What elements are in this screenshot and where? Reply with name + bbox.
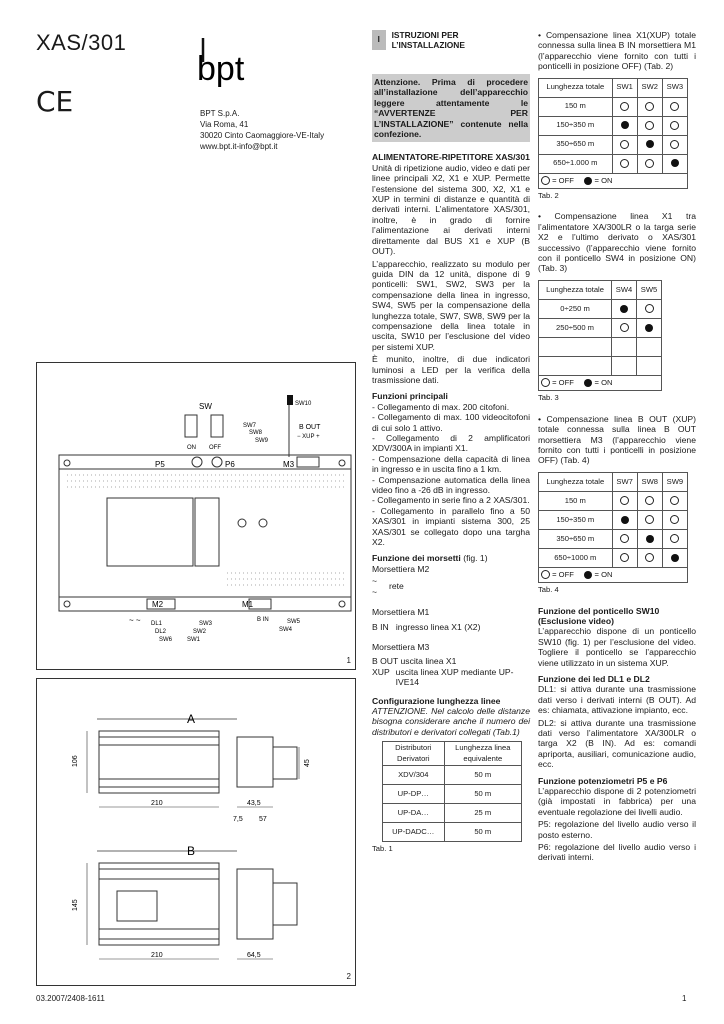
switch-cell xyxy=(662,135,687,154)
off-icon xyxy=(620,323,629,332)
on-icon xyxy=(621,516,629,524)
label-dl1: DL1 xyxy=(151,621,163,627)
table-row xyxy=(539,356,662,375)
off-label: = OFF xyxy=(552,175,574,185)
dim-145: 145 xyxy=(72,899,79,911)
x1-text: • Compensazione linea X1 tra l’alimentatore XA/300LR o la targa serie X2 e l’ultimo derivato o XAS/301 successivo (l’apparecchio viene fornito con il ponticello SW4 in posizione ON) (Tab. 3) xyxy=(538,211,696,274)
table-header: SW3 xyxy=(662,78,687,97)
funzioni-item: - Collegamento di 2 amplificatori XDV/300A in impianti X1. xyxy=(372,433,530,454)
table-3 xyxy=(538,280,696,391)
dl2-text: DL2: si attiva durante una trasmissione dati verso l’alimentatore XA/300LR o targa X2 (B IN). Ad es: comandi apriporta, ausiliari, comunicazione audio, ecc. xyxy=(538,717,696,770)
table-header: SW9 xyxy=(662,472,687,491)
length-cell: 150 m xyxy=(539,97,613,116)
bin-desc: ingresso linea X1 (X2) xyxy=(395,621,481,632)
on-label: = ON xyxy=(594,175,613,185)
tab1-cell: 50 m xyxy=(444,765,521,784)
figure-2 xyxy=(36,678,356,986)
off-icon xyxy=(645,496,654,505)
alim-p3: È munito, inoltre, di due indicatori luminosi a LED per la verifica della trasmissione dati. xyxy=(372,354,530,385)
funzioni-title: Funzioni principali xyxy=(372,391,448,402)
on-icon xyxy=(584,379,592,387)
off-icon xyxy=(670,102,679,111)
funzioni-item: - Collegamento in parallelo fino a 50 XAS/301 in impianti sistema 300, 25 XAS/301 se collegato dopo una targha X2. xyxy=(372,505,530,548)
off-icon xyxy=(620,159,629,168)
morsetti-fig: (fig. 1) xyxy=(463,553,488,564)
table-header: Lunghezza totale xyxy=(539,78,613,97)
table-header: SW1 xyxy=(612,78,637,97)
off-icon xyxy=(670,534,679,543)
table-row xyxy=(383,765,522,784)
xup-desc: uscita linea XUP mediante UP-IVE14 xyxy=(395,666,514,688)
label-m3: M3 xyxy=(283,460,295,469)
morsetti-title: Funzione dei morsetti xyxy=(372,553,461,564)
switch-cell xyxy=(637,318,662,337)
switch-cell xyxy=(662,510,687,529)
pot-text: L’apparecchio dispone di 2 potenziometri (già impostati in fabbrica) per una eventuale regolazione dei livelli audio. xyxy=(538,786,696,817)
label-b: B xyxy=(187,844,196,858)
table-row xyxy=(539,135,688,154)
footer-code: 03.2007/2408-1611 xyxy=(36,994,105,1003)
off-icon xyxy=(541,176,550,185)
length-cell xyxy=(539,356,612,375)
label-xup: − XUP + xyxy=(297,434,320,440)
switch-cell xyxy=(637,529,662,548)
switch-table xyxy=(538,78,688,174)
table-row xyxy=(383,784,522,803)
rete-label: rete xyxy=(389,581,404,592)
funzioni-item: - Collegamento in serie fino a 2 XAS/301. xyxy=(372,495,530,506)
label-bin: B IN xyxy=(257,617,269,623)
label-sw2: SW2 xyxy=(193,629,207,635)
off-label: = OFF xyxy=(552,377,574,387)
table-header: Lunghezza totale xyxy=(539,280,612,299)
off-icon xyxy=(620,102,629,111)
table-row xyxy=(383,822,522,841)
length-cell: 150÷350 m xyxy=(539,116,613,135)
address-line: 30020 Cinto Caomaggiore-VE-Italy xyxy=(200,131,325,140)
m2-label: Morsettiera M2 xyxy=(372,563,430,574)
company-address xyxy=(200,108,324,152)
on-label: = ON xyxy=(594,569,613,579)
warning-box: Attenzione. Prima di procedere all’installazione dell’apparecchio leggere attentamente le “AVVERTENZE PER L’INSTALLAZIONE” contenute nella confezione. xyxy=(372,74,530,142)
switch-cell xyxy=(612,510,637,529)
label-m2: M2 xyxy=(152,600,164,609)
switch-cell xyxy=(612,337,637,356)
switch-cell xyxy=(637,548,662,567)
label-off: OFF xyxy=(209,445,221,451)
table-row xyxy=(539,154,688,173)
section-title: ISTRUZIONI PER L’INSTALLAZIONE xyxy=(391,30,465,50)
on-icon xyxy=(646,140,654,148)
config-text: ATTENZIONE. Nel calcolo delle distanze bisogna considerare anche il numero dei distributori e derivatori collegati (Tab.1) xyxy=(372,705,530,737)
table-row xyxy=(539,491,688,510)
label-m1: M1 xyxy=(242,600,254,609)
switch-cell xyxy=(662,529,687,548)
m3-label: Morsettiera M3 xyxy=(372,641,430,652)
on-icon xyxy=(584,571,592,579)
table-row xyxy=(539,318,662,337)
table-header: SW4 xyxy=(612,280,637,299)
table-header: SW7 xyxy=(612,472,637,491)
m1-label: Morsettiera M1 xyxy=(372,607,430,618)
address-line: BPT S.p.A. xyxy=(200,109,240,118)
switch-cell xyxy=(662,548,687,567)
tab1-cell: UP-DP… xyxy=(383,784,445,803)
section-number: I xyxy=(372,30,386,50)
dl1-text: DL1: si attiva durante una trasmissione dati verso i derivati interni (B OUT). Ad es: chiamata, attivazione impianto, ecc. xyxy=(538,684,696,716)
off-icon xyxy=(645,304,654,313)
length-cell: 150 m xyxy=(539,491,613,510)
off-icon xyxy=(620,496,629,505)
label-sw5: SW5 xyxy=(287,619,301,625)
length-cell: 350÷650 m xyxy=(539,135,613,154)
on-icon xyxy=(671,159,679,167)
label-tilde: ~ ~ xyxy=(129,616,141,625)
dim-210-a: 210 xyxy=(151,800,163,807)
tab1-caption: Tab. 1 xyxy=(372,843,393,853)
switch-cell xyxy=(637,337,662,356)
table-row xyxy=(539,510,688,529)
off-icon xyxy=(670,515,679,524)
switch-cell xyxy=(637,116,662,135)
table-row xyxy=(539,529,688,548)
dim-43: 43,5 xyxy=(247,800,261,807)
table-row xyxy=(539,97,688,116)
label-p6: P6 xyxy=(225,460,235,469)
label-on: ON xyxy=(187,445,196,451)
figure-1 xyxy=(36,362,356,670)
ce-mark: CE xyxy=(36,85,74,118)
off-label: = OFF xyxy=(552,569,574,579)
bout-desc: uscita linea X1 xyxy=(400,656,457,667)
on-icon xyxy=(671,554,679,562)
off-icon xyxy=(541,570,550,579)
switch-cell xyxy=(637,154,662,173)
label-sw: SW xyxy=(199,402,212,411)
tab1-header: Lunghezza linea equivalente xyxy=(444,742,521,766)
off-icon xyxy=(645,553,654,562)
off-icon xyxy=(670,121,679,130)
dim-210-b: 210 xyxy=(151,952,163,959)
dim-64: 64,5 xyxy=(247,952,261,959)
label-bout: B OUT xyxy=(299,424,321,431)
switch-cell xyxy=(612,116,637,135)
switch-legend xyxy=(538,376,662,391)
switch-cell xyxy=(612,97,637,116)
logo-text: bpt xyxy=(197,50,245,88)
label-a: A xyxy=(187,712,196,726)
funzioni-item: - Collegamento di max. 100 videocitofoni di cui solo 1 attivo. xyxy=(372,412,530,433)
switch-legend xyxy=(538,174,688,189)
off-icon xyxy=(620,534,629,543)
funzioni-item: - Compensazione della capacità di linea in ingresso e in uscita fino a 1 km. xyxy=(372,453,530,475)
alim-p2: L’apparecchio, realizzato su modulo per guida DIN da 12 unità, dispone di 9 ponticelli: SW1, SW2, SW3 per la compensazione della linea in ingresso, SW4, SW5 per la compensazione della lunghezza totale, SW7, SW8, SW9 per la compensazione della linea totale in uscita, SW10 per l’esclusione del video per sistemi XUP. xyxy=(372,258,530,352)
on-icon xyxy=(620,305,628,313)
dim-45: 45 xyxy=(304,759,311,767)
switch-cell xyxy=(637,299,662,318)
bout-text: • Compensazione linea B OUT (XUP) totale connessa sulla linea B OUT morsettiera M3 (l’apparecchio viene fornito con tutti i ponticelli in posizione OFF) (Tab. 4) xyxy=(538,413,696,466)
switch-cell xyxy=(612,491,637,510)
switch-cell xyxy=(662,116,687,135)
figure-number: 1 xyxy=(346,656,351,665)
tab1-cell: XDV/304 xyxy=(383,765,445,784)
length-cell: 650÷1.000 m xyxy=(539,154,613,173)
length-cell: 350÷650 m xyxy=(539,529,613,548)
length-cell xyxy=(539,337,612,356)
xup-label: XUP xyxy=(372,666,390,677)
column-middle xyxy=(372,30,530,864)
off-icon xyxy=(620,140,629,149)
switch-cell xyxy=(612,318,637,337)
label-sw3: SW3 xyxy=(199,621,213,627)
bout-label: B OUT xyxy=(372,656,399,667)
p6-text: P6: regolazione del livello audio verso i derivati interni. xyxy=(538,842,696,863)
label-sw1: SW1 xyxy=(187,637,201,643)
config-title: Configurazione lunghezza linee xyxy=(372,695,501,706)
table-2 xyxy=(538,78,696,189)
off-icon xyxy=(670,496,679,505)
switch-cell xyxy=(637,510,662,529)
off-icon xyxy=(670,140,679,149)
switch-cell xyxy=(612,299,637,318)
switch-legend xyxy=(538,568,688,583)
led-title: Funzione dei led DL1 e DL2 xyxy=(538,673,650,684)
switch-cell xyxy=(612,548,637,567)
off-icon xyxy=(645,515,654,524)
figure-number: 2 xyxy=(346,972,351,981)
switch-cell xyxy=(662,491,687,510)
sw10-text: L’apparecchio dispone di un ponticello SW10 (fig. 1) per l’esclusione del video. Togliere il ponticello se l’apparecchio viene utilizzato in un sistema XUP. xyxy=(538,626,696,668)
on-label: = ON xyxy=(594,377,613,387)
tab1-cell: 50 m xyxy=(444,822,521,841)
switch-cell xyxy=(612,529,637,548)
label-sw7: SW7 xyxy=(243,423,257,429)
tab2-caption: Tab. 2 xyxy=(538,191,559,201)
alim-p1: Unità di ripetizione audio, video e dati per linee principali X2, X1 e XUP. Permette l’estensione del sistema 300, X2, X1 e XUP in termini di distanze e quantità di derivati interni. L’alimentatore XAS/301, inoltre, è in grado di fornire l’alimentazione ai derivati interni direttamente dal BUS X1 e XUP (B OUT). xyxy=(372,162,530,257)
dim-75: 7,5 xyxy=(233,816,243,823)
tab1-cell: UP-DA… xyxy=(383,803,445,822)
label-sw4: SW4 xyxy=(279,627,293,633)
label-dl2: DL2 xyxy=(155,629,167,635)
table-header: SW2 xyxy=(637,78,662,97)
tab1-cell: 25 m xyxy=(444,803,521,822)
product-title: XAS/301 xyxy=(36,30,127,55)
dim-57: 57 xyxy=(259,816,267,823)
table-row xyxy=(539,548,688,567)
table-header: SW5 xyxy=(637,280,662,299)
address-line: Via Roma, 41 xyxy=(200,120,249,129)
switch-cell xyxy=(612,154,637,173)
tab4-caption: Tab. 4 xyxy=(538,585,559,595)
on-icon xyxy=(646,535,654,543)
label-p5: P5 xyxy=(155,460,165,469)
table-row xyxy=(539,116,688,135)
on-icon xyxy=(621,121,629,129)
label-sw8: SW8 xyxy=(249,430,263,436)
table-header: SW8 xyxy=(637,472,662,491)
switch-cell xyxy=(612,356,637,375)
table-row xyxy=(539,299,662,318)
switch-table xyxy=(538,472,688,568)
off-icon xyxy=(541,378,550,387)
length-cell: 250÷500 m xyxy=(539,318,612,337)
tab1-header: Distributori Derivatori xyxy=(383,742,445,766)
section-header xyxy=(372,30,530,50)
p5-text: P5: regolazione del livello audio verso il posto esterno. xyxy=(538,819,696,840)
label-sw10: SW10 xyxy=(295,401,312,407)
tab3-caption: Tab. 3 xyxy=(538,393,559,403)
funzioni-item: - Compensazione automatica della linea video fino a -26 dB in ingresso. xyxy=(372,474,530,496)
sw10-title: Funzione del ponticello SW10 (Esclusione video) xyxy=(538,605,660,626)
off-icon xyxy=(645,121,654,130)
table-4 xyxy=(538,472,696,583)
switch-cell xyxy=(637,356,662,375)
table-row xyxy=(539,337,662,356)
tilde-symbol: ~ ~ xyxy=(372,576,378,597)
switch-cell xyxy=(662,154,687,173)
bpt-logo xyxy=(195,32,265,107)
off-icon xyxy=(645,102,654,111)
tab1-cell: UP-DADC… xyxy=(383,822,445,841)
alim-title: ALIMENTATORE-RIPETITORE XAS/301 xyxy=(372,152,530,163)
address-line: www.bpt.it-info@bpt.it xyxy=(200,142,278,151)
off-icon xyxy=(620,553,629,562)
column-right xyxy=(538,30,696,865)
label-sw9: SW9 xyxy=(255,438,269,444)
label-sw6: SW6 xyxy=(159,637,173,643)
bin-label: B IN xyxy=(372,621,389,632)
on-icon xyxy=(645,324,653,332)
switch-table xyxy=(538,280,662,376)
funzioni-item: - Collegamento di max. 200 citofoni. xyxy=(372,401,510,412)
length-cell: 650÷1000 m xyxy=(539,548,613,567)
switch-cell xyxy=(662,97,687,116)
switch-cell xyxy=(637,491,662,510)
switch-cell xyxy=(637,135,662,154)
table-row xyxy=(383,803,522,822)
x1xup-text: • Compensazione linea X1(XUP) totale connessa sulla linea B IN morsettiera M1 (l’apparecchio viene fornito con tutti i ponticelli in posizione OFF) (Tab. 2) xyxy=(538,30,696,72)
length-cell: 0÷250 m xyxy=(539,299,612,318)
page-number: 1 xyxy=(682,994,687,1003)
table-header: Lunghezza totale xyxy=(539,472,613,491)
length-cell: 150÷350 m xyxy=(539,510,613,529)
switch-cell xyxy=(637,97,662,116)
table-1 xyxy=(382,741,522,842)
pot-title: Funzione potenziometri P5 e P6 xyxy=(538,775,668,786)
off-icon xyxy=(645,159,654,168)
on-icon xyxy=(584,177,592,185)
dim-106: 106 xyxy=(72,755,79,767)
tab1-cell: 50 m xyxy=(444,784,521,803)
switch-cell xyxy=(612,135,637,154)
